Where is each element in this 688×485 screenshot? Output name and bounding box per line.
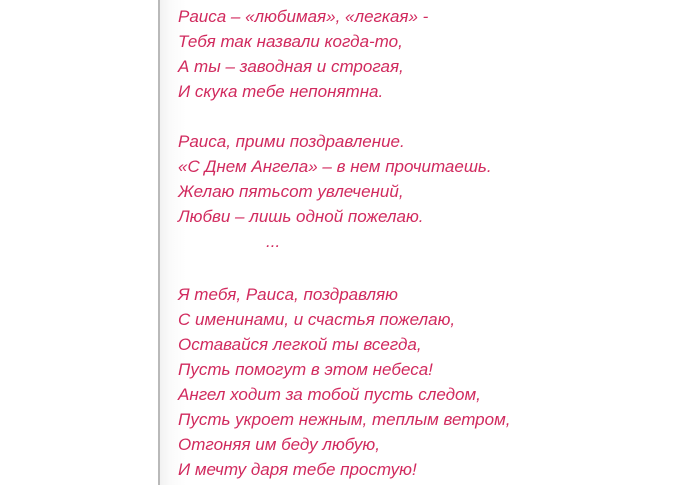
poem-line: Ангел ходит за тобой пусть следом, <box>178 385 481 404</box>
poem-content-area <box>158 0 688 485</box>
poem-line: «С Днем Ангела» – в нем прочитаешь. <box>178 157 492 176</box>
stanza-separator: ... <box>266 232 281 251</box>
poem-line: Раиса, прими поздравление. <box>178 132 405 151</box>
poem-line: Я тебя, Раиса, поздравляю <box>178 285 398 304</box>
poem-line: Тебя так назвали когда-то, <box>178 32 403 51</box>
poem-line: Пусть помогут в этом небеса! <box>178 360 433 379</box>
poem-stanza-1 <box>178 4 678 104</box>
poem-line: А ты – заводная и строгая, <box>178 57 404 76</box>
poem-line: Желаю пятьсот увлечений, <box>178 182 404 201</box>
poem-line: Любви – лишь одной пожелаю. <box>178 207 424 226</box>
poem-line: И мечту даря тебе простую! <box>178 460 417 479</box>
poem-line: Пусть укроет нежным, теплым ветром, <box>178 410 511 429</box>
poem-line: С именинами, и счастья пожелаю, <box>178 310 456 329</box>
poem-stanza-3 <box>178 282 678 482</box>
poem-line: И скука тебе непонятна. <box>178 82 384 101</box>
poem-line: Отгоняя им беду любую, <box>178 435 380 454</box>
poem-line: Раиса – «любимая», «легкая» - <box>178 7 429 26</box>
poem <box>178 4 678 482</box>
poem-stanza-2 <box>178 129 678 229</box>
left-sidebar-area <box>0 0 158 485</box>
poem-line: Оставайся легкой ты всегда, <box>178 335 422 354</box>
